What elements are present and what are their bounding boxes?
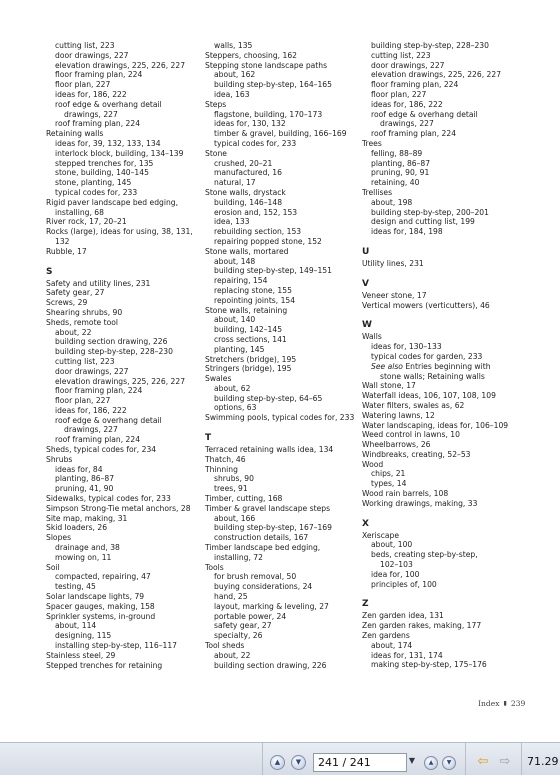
index-entry: Thatch, 46 [205, 454, 246, 464]
index-subentry: ideas for, 84 [55, 464, 103, 474]
index-entry: Timber & gravel landscape steps [205, 503, 331, 513]
index-subentry: floor framing plan, 224 [55, 70, 143, 80]
index-subentry: design and cutting list, 199 [371, 217, 475, 227]
index-entry: Vertical mowers (verticutters), 46 [362, 300, 490, 310]
index-subentry: stone, planting, 145 [55, 178, 132, 188]
index-subentry: door drawings, 227 [371, 60, 445, 70]
toolbar-divider [465, 743, 466, 775]
toolbar-divider [521, 743, 522, 775]
index-subentry: felling, 88–89 [371, 148, 423, 158]
index-entry: Spacer gauges, making, 158 [46, 601, 155, 611]
index-subentry: building step-by-step, 167–169 [214, 523, 332, 533]
index-subentry: installing step-by-step, 116–117 [55, 641, 178, 651]
index-entry: Watering lawns, 12 [362, 410, 435, 420]
index-entry: Stretchers (bridge), 195 [205, 354, 297, 364]
index-entry: Windbreaks, creating, 52–53 [362, 449, 471, 459]
index-entry: Shearing shrubs, 90 [46, 307, 123, 317]
index-subentry: building step-by-step, 200–201 [371, 207, 489, 217]
section-letter: V [362, 278, 369, 289]
index-subentry: typical codes for, 233 [214, 138, 297, 148]
index-subentry: repairing, 154 [214, 276, 268, 286]
index-subentry: roof edge & overhang detail [55, 99, 162, 109]
index-entry: Trellises [362, 187, 393, 197]
index-subentry: chips, 21 [371, 469, 406, 479]
index-subentry: cutting list, 223 [55, 41, 115, 50]
index-subentry: roof edge & overhang detail [371, 109, 478, 119]
index-subentry: about, 114 [55, 621, 97, 631]
index-entry: Wood [362, 459, 384, 469]
index-subentry: building step-by-step, 228–230 [371, 41, 489, 50]
index-entry: Sheds, typical codes for, 234 [46, 445, 157, 455]
index-entry: Shrubs [46, 454, 73, 464]
index-subentry: stone, building, 140–145 [55, 168, 149, 178]
index-subentry: erosion and, 152, 153 [214, 207, 298, 217]
index-entry: Water landscaping, ideas for, 106–109 [362, 420, 509, 430]
index-subentry: about, 148 [214, 256, 256, 266]
next-page-button[interactable] [291, 755, 306, 770]
index-subentry: typical codes for, 233 [55, 187, 138, 197]
index-subentry: about, 22 [214, 650, 251, 660]
index-entry: Veneer stone, 17 [362, 290, 427, 300]
index-subentry: walls, 135 [214, 41, 253, 50]
index-entry: Zen garden idea, 131 [362, 611, 444, 621]
index-subentry: 132 [55, 236, 70, 246]
index-subentry: stepped trenches for, 135 [55, 158, 154, 168]
index-subentry: building step-by-step, 164–165 [214, 80, 332, 90]
index-entry: Steps [205, 99, 227, 109]
index-entry: Wood rain barrels, 108 [362, 489, 449, 499]
index-subentry: principles of, 100 [371, 579, 437, 589]
index-subentry: planting, 86–87 [55, 474, 115, 484]
index-subentry: building step-by-step, 228–230 [55, 347, 173, 357]
section-letter: U [362, 246, 370, 257]
index-subentry: installing, 68 [55, 207, 104, 217]
index-entry: Solar landscape lights, 79 [46, 592, 145, 602]
index-subentry: designing, 115 [55, 631, 112, 641]
index-subentry: layout, marking & leveling, 27 [214, 601, 329, 611]
arrow-up-icon: ▲ [428, 759, 434, 766]
page-number-field[interactable] [313, 753, 407, 772]
index-subentry: ideas for, 186, 222 [55, 89, 127, 99]
index-subentry: crushed, 20–21 [214, 158, 273, 168]
index-entry: Working drawings, making, 33 [362, 498, 478, 508]
index-subentry: repairing popped stone, 152 [214, 236, 322, 246]
index-subentry: replacing stone, 155 [214, 285, 292, 295]
index-entry: Sprinkler systems, in-ground [46, 611, 156, 621]
index-entry: Stone walls, drystack [205, 187, 286, 197]
index-subentry: about, 174 [371, 640, 413, 650]
index-subentry: trees, 91 [214, 484, 248, 494]
index-subentry: planting, 145 [214, 344, 265, 354]
index-subentry: roof framing plan, 224 [371, 129, 457, 139]
index-entry: Stringers (bridge), 195 [205, 364, 292, 374]
section-letter: Z [362, 599, 369, 610]
chevron-down-icon: ▼ [408, 756, 416, 765]
index-subentry: installing, 72 [214, 552, 263, 562]
current-page: 241 [318, 756, 339, 769]
index-subentry: drawings, 227 [380, 119, 434, 129]
index-subentry: floor plan, 227 [55, 396, 111, 406]
index-subentry: about, 198 [371, 197, 413, 207]
index-subentry: hand, 25 [214, 592, 248, 602]
footer-separator: ▮ [503, 700, 507, 707]
index-entry: Wheelbarrows, 26 [362, 440, 431, 450]
index-subentry: elevation drawings, 225, 226, 227 [55, 60, 186, 70]
index-entry: Tools [205, 562, 224, 572]
index-subentry: building section drawing, 226 [214, 660, 327, 670]
index-subentry: building step-by-step, 149–151 [214, 266, 332, 276]
index-entry: Stone [205, 148, 227, 158]
arrow-down-icon: ▼ [295, 758, 302, 766]
index-entry: Tool sheds [205, 641, 245, 651]
index-subentry: repointing joints, 154 [214, 295, 296, 305]
index-entry: River rock, 17, 20–21 [46, 217, 127, 227]
index-subentry: typical codes for garden, 233 [371, 351, 483, 361]
index-entry: Rigid paver landscape bed edging, [46, 197, 179, 207]
section-letter: S [46, 266, 53, 277]
index-subentry: for brush removal, 50 [214, 572, 297, 582]
index-subentry: buying considerations, 24 [214, 582, 313, 592]
index-subentry: drawings, 227 [64, 425, 118, 435]
index-subentry: roof edge & overhang detail [55, 415, 162, 425]
index-subentry: natural, 17 [214, 178, 256, 188]
index-entry: Swales [205, 374, 232, 384]
index-subentry: floor framing plan, 224 [371, 80, 459, 90]
index-subentry: building, 146–148 [214, 197, 283, 207]
index-subentry: ideas for, 39, 132, 133, 134 [55, 138, 161, 148]
index-subentry: building, 142–145 [214, 325, 283, 335]
index-subentry: about, 22 [55, 327, 92, 337]
index-subentry: floor plan, 227 [371, 89, 427, 99]
index-entry: Stainless steel, 29 [46, 650, 116, 660]
back-button[interactable] [475, 753, 491, 770]
index-subentry: making step-by-step, 175–176 [371, 660, 487, 670]
index-subentry: about, 100 [371, 540, 413, 550]
arrow-up-icon: ▲ [274, 758, 281, 766]
page-dropdown-button[interactable] [407, 756, 417, 768]
index-entry: Timber, cutting, 168 [205, 494, 283, 504]
index-entry: Stepped trenches for retaining [46, 660, 163, 670]
index-entry: Thinning [205, 464, 238, 474]
previous-page-button[interactable] [270, 755, 285, 770]
index-subentry: manufactured, 16 [214, 168, 282, 178]
index-subentry: safety gear, 27 [214, 621, 272, 631]
index-entry: Walls [362, 332, 382, 342]
index-entry: Waterfall ideas, 106, 107, 108, 109 [362, 391, 496, 401]
index-subentry: mowing on, 11 [55, 552, 112, 562]
index-entry: Sheds, remote tool [46, 317, 119, 327]
index-column-1 [46, 41, 196, 670]
index-subentry: building step-by-step, 64–65 [214, 393, 323, 403]
index-subentry: construction details, 167 [214, 533, 309, 543]
first-page-button[interactable] [424, 756, 438, 770]
index-entry: Safety and utility lines, 231 [46, 278, 151, 288]
index-column-3 [362, 41, 532, 670]
section-letter: T [205, 433, 212, 444]
index-entry: Stone walls, mortared [205, 246, 289, 256]
index-subentry: floor framing plan, 224 [55, 386, 143, 396]
index-entry: Slopes [46, 533, 72, 543]
index-entry: Stepping stone landscape paths [205, 60, 328, 70]
page-footer [478, 699, 525, 708]
index-subentry: flagstone, building, 170–173 [214, 109, 323, 119]
index-subentry: rebuilding section, 153 [214, 227, 302, 237]
zoom-level[interactable]: 71.29 [527, 755, 559, 768]
index-entry: Sidewalks, typical codes for, 233 [46, 494, 171, 504]
index-entry: Site map, making, 31 [46, 513, 128, 523]
index-entry: Terraced retaining walls idea, 134 [205, 445, 334, 455]
index-entry: Skid loaders, 26 [46, 523, 108, 533]
page-number: 239 [510, 699, 526, 708]
index-entry: Zen gardens [362, 631, 410, 641]
index-subentry: See also Entries beginning with [371, 361, 491, 371]
index-subentry: about, 140 [214, 315, 256, 325]
index-subentry: planting, 86–87 [371, 158, 431, 168]
index-subentry: about, 62 [214, 383, 251, 393]
index-subentry: floor plan, 227 [55, 80, 111, 90]
index-entry: Zen garden rakes, making, 177 [362, 621, 482, 631]
index-subentry: specialty, 26 [214, 631, 263, 641]
index-subentry: door drawings, 227 [55, 50, 129, 60]
index-entry: Retaining walls [46, 129, 104, 139]
index-subentry: elevation drawings, 225, 226, 227 [371, 70, 502, 80]
index-subentry: drawings, 227 [64, 109, 118, 119]
index-entry: Safety gear, 27 [46, 288, 105, 298]
index-entry: Stone walls, retaining [205, 305, 288, 315]
total-pages: 241 [349, 756, 371, 769]
index-entry: Rocks (large), ideas for using, 38, 131, [46, 227, 193, 237]
footer-label: Index [478, 699, 500, 708]
arrow-down-icon: ▼ [446, 759, 452, 766]
index-subentry: retaining, 40 [371, 178, 420, 188]
index-subentry: roof framing plan, 224 [55, 119, 141, 129]
index-entry: Soil [46, 562, 60, 572]
index-subentry: 102–103 [380, 560, 413, 570]
index-subentry: cutting list, 223 [55, 356, 115, 366]
index-entry: Screws, 29 [46, 298, 88, 308]
index-subentry: compacted, repairing, 47 [55, 572, 151, 582]
toolbar-divider [262, 743, 263, 775]
index-subentry: drainage and, 38 [55, 543, 120, 553]
index-subentry: shrubs, 90 [214, 474, 254, 484]
index-entry: Trees [362, 138, 382, 148]
index-entry: Wall stone, 17 [362, 381, 416, 391]
index-subentry: ideas for, 186, 222 [55, 405, 127, 415]
index-subentry: interlock block, building, 134–139 [55, 148, 184, 158]
index-subentry: types, 14 [371, 479, 407, 489]
arrow-right-icon: ⇨ [499, 754, 511, 769]
index-subentry: ideas for, 186, 222 [371, 99, 443, 109]
index-subentry: building section drawing, 226 [55, 337, 168, 347]
index-subentry: pruning, 41, 90 [55, 484, 114, 494]
index-subentry: options, 63 [214, 403, 257, 413]
arrow-left-icon: ⇦ [477, 754, 489, 769]
index-subentry: ideas for, 131, 174 [371, 650, 443, 660]
index-subentry: ideas for, 184, 198 [371, 227, 443, 237]
page-separator: / [342, 756, 347, 769]
index-subentry: ideas for, 130, 132 [214, 119, 286, 129]
section-letter: X [362, 518, 369, 529]
index-subentry: timber & gravel, building, 166–169 [214, 129, 347, 139]
index-subentry: testing, 45 [55, 582, 96, 592]
index-subentry: cross sections, 141 [214, 334, 287, 344]
index-entry: Xeriscape [362, 530, 400, 540]
forward-button[interactable] [497, 753, 513, 770]
index-column-2 [205, 41, 360, 670]
index-subentry: idea, 163 [214, 89, 250, 99]
index-subentry: about, 166 [214, 513, 256, 523]
index-subentry: portable power, 24 [214, 611, 287, 621]
index-subentry: stone walls; Retaining walls [380, 371, 485, 381]
index-subentry: idea for, 100 [371, 569, 420, 579]
index-subentry: beds, creating step-by-step, [371, 550, 478, 560]
index-entry: Simpson Strong-Tie metal anchors, 28 [46, 503, 191, 513]
index-entry: Utility lines, 231 [362, 258, 424, 268]
index-subentry: cutting list, 223 [371, 50, 431, 60]
index-entry: Timber landscape bed edging, [205, 543, 321, 553]
index-entry: Water filters, swales as, 62 [362, 400, 465, 410]
last-page-button[interactable] [442, 756, 456, 770]
index-subentry: about, 162 [214, 70, 256, 80]
section-letter: W [362, 320, 372, 331]
index-entry: Weed control in lawns, 10 [362, 430, 460, 440]
index-subentry: door drawings, 227 [55, 366, 129, 376]
index-subentry: ideas for, 130–133 [371, 342, 442, 352]
index-subentry: idea, 133 [214, 217, 250, 227]
index-subentry: elevation drawings, 225, 226, 227 [55, 376, 186, 386]
index-subentry: pruning, 90, 91 [371, 168, 430, 178]
index-entry: Rubble, 17 [46, 246, 87, 256]
index-subentry: roof framing plan, 224 [55, 435, 141, 445]
index-entry: Swimming pools, typical codes for, 233 [205, 413, 355, 423]
index-entry: Steppers, choosing, 162 [205, 50, 297, 60]
